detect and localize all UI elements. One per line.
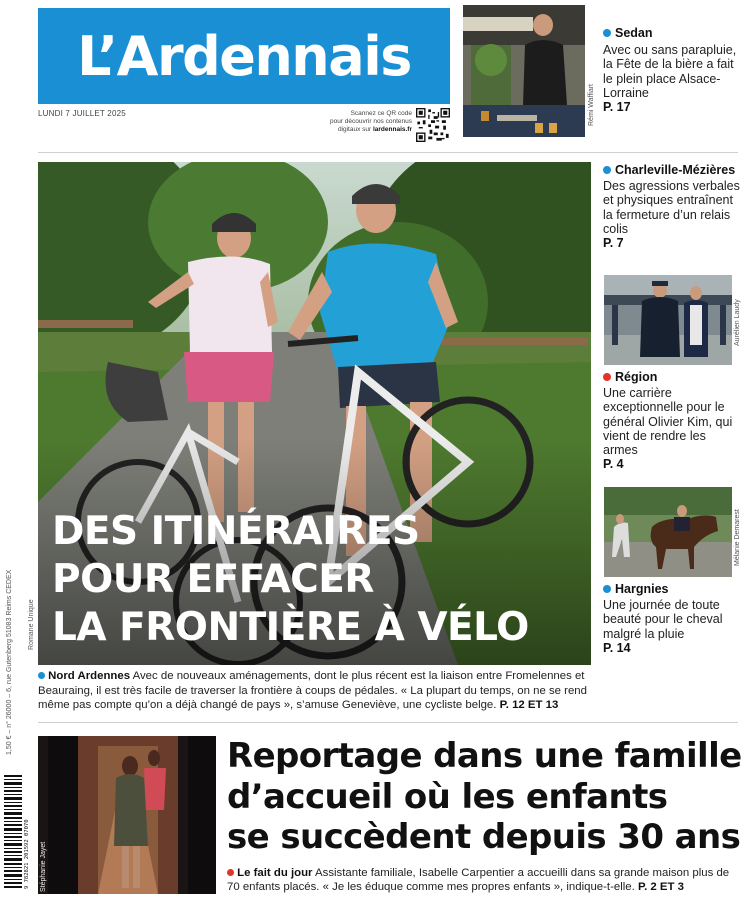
main-kicker: Nord Ardennes: [48, 670, 131, 682]
hargnies-photo[interactable]: [604, 487, 732, 577]
teaser-hargnies-text: Une journée de toute beauté pour le cheval malgré la pluie: [603, 598, 723, 641]
kicker-dot-icon: [38, 672, 45, 679]
main-headline[interactable]: [52, 508, 582, 652]
main-headline-line: DES ITINÉRAIRES: [52, 509, 420, 554]
bottom-kicker: Le fait du jour: [237, 867, 313, 879]
qr-code-icon[interactable]: [416, 108, 450, 142]
main-lede-text: Avec de nouveaux aménagements, dont le plus récent est la liaison entre Fromelennes et Beauraing, il est très facile de traverser la frontière à coups de pédales. « La plupart du temps, on ne se rend même pas compte qu’on a déjà changé de pays », s’amuse Geneviève, une cycliste belge.: [38, 670, 587, 712]
qr-site-link[interactable]: lardennais.fr: [372, 126, 412, 133]
teaser-dot-icon: [603, 29, 611, 37]
teaser-dot-icon: [603, 373, 611, 381]
teaser-region-place: Région: [615, 370, 658, 384]
teaser-sedan[interactable]: [603, 26, 738, 114]
teaser-hargnies-place: Hargnies: [615, 582, 669, 596]
teaser-dot-icon: [603, 166, 611, 174]
bottom-headline-line: d’accueil où les enfants: [227, 776, 668, 817]
bottom-lede: [227, 866, 739, 894]
issue-date: LUNDI 7 JUILLET 2025: [38, 109, 126, 118]
bottom-headline-line: Reportage dans une famille: [227, 736, 742, 776]
teaser-region-head: [603, 370, 738, 384]
teaser-sedan-text: Avec ou sans parapluie, la Fête de la bière a fait le plein place Alsace-Lorraine: [603, 43, 737, 100]
bottom-headline-line: se succèdent depuis 30 ans: [227, 817, 741, 857]
main-photo-credit: Romane Unique: [28, 599, 35, 650]
teaser-hargnies-page: P. 14: [603, 640, 631, 655]
teaser-sedan-place: Sedan: [615, 26, 653, 40]
region-photo[interactable]: [604, 275, 732, 365]
bottom-photo-hallway[interactable]: [38, 736, 216, 894]
teaser-dot-icon: [603, 585, 611, 593]
teaser-sedan-head: [603, 26, 738, 40]
teaser-hargnies[interactable]: [603, 582, 738, 655]
teaser-charleville-text: Des agressions verbales et physiques entraînent la fermeture d’un relais colis: [603, 179, 740, 236]
teaser-charleville-page: P. 7: [603, 236, 624, 251]
bottom-photo-credit: Stéphanie Jayet: [40, 841, 47, 892]
main-pages[interactable]: P. 12 ET 13: [499, 699, 559, 712]
sedan-photo[interactable]: [463, 5, 585, 137]
price-line: 1,50 € – n° 26000 – 6, rue Gutenberg 51083 Reims CEDEX: [6, 569, 13, 755]
qr-caption-prefix: digitaux sur: [337, 126, 373, 133]
barcode-icon: [4, 773, 30, 891]
qr-caption-line2: pour découvrir nos contenus: [329, 118, 412, 125]
teaser-region-page: P. 4: [603, 457, 624, 472]
qr-caption-line1: Scannez ce QR code: [350, 110, 412, 117]
bottom-lede-text: Assistante familiale, Isabelle Carpentier a accueilli dans sa grande maison plus de 70 enfants placés. « Je les éduque comme mes propres enfants », indique-t-elle.: [227, 867, 730, 894]
main-headline-line: POUR EFFACER: [52, 557, 374, 602]
teaser-region[interactable]: [603, 370, 738, 471]
kicker-dot-icon: [227, 869, 234, 876]
hargnies-photo-credit: Mélanie Demarest: [734, 509, 741, 566]
teaser-hargnies-head: [603, 582, 738, 596]
bottom-headline[interactable]: [227, 736, 742, 858]
newspaper-logo: L’Ardennais: [77, 24, 411, 88]
masthead[interactable]: [38, 8, 450, 104]
qr-caption: [300, 110, 412, 134]
teaser-sedan-page: P. 17: [603, 100, 631, 115]
teaser-charleville[interactable]: [603, 163, 743, 250]
teaser-charleville-place: Charleville-Mézières: [615, 163, 736, 177]
teaser-charleville-head: [603, 163, 743, 177]
barcode-digits: 9 782821 201592 07070: [24, 819, 30, 889]
main-lede: [38, 669, 593, 713]
divider: [38, 722, 738, 723]
qr-caption-line3: [300, 126, 412, 134]
bottom-pages[interactable]: P. 2 ET 3: [637, 881, 684, 894]
main-headline-line: LA FRONTIÈRE À VÉLO: [52, 605, 529, 650]
sedan-photo-credit: Rémi Waffiart: [588, 83, 595, 126]
region-photo-credit: Aurélien Laudy: [734, 299, 741, 346]
teaser-region-text: Une carrière exceptionnelle pour le général Olivier Kim, qui vient de rendre les armes: [603, 386, 733, 458]
divider: [38, 152, 738, 153]
